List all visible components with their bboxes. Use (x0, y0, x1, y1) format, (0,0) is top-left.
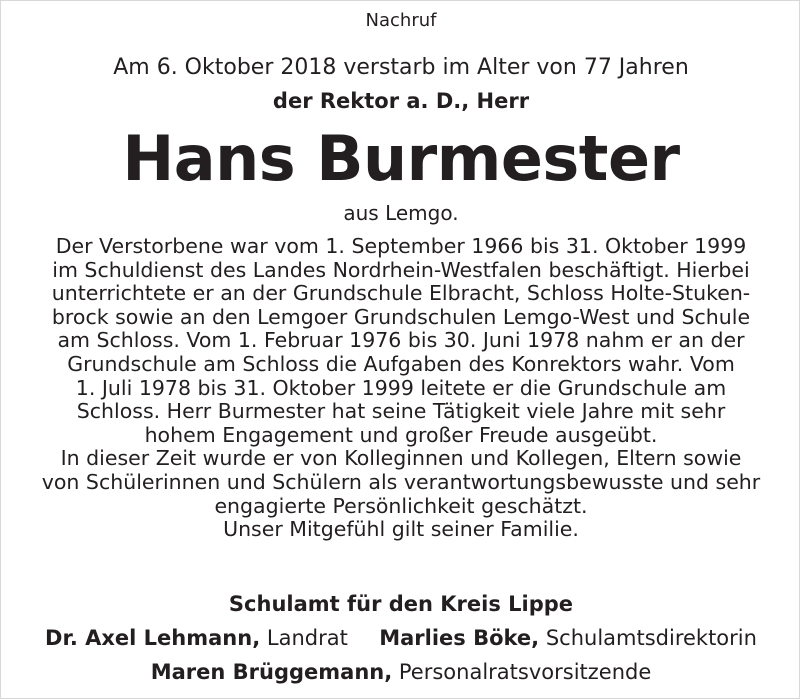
signatory-role: Schulamtsdirektorin (545, 626, 757, 650)
title-prefix: der Rektor a. D., Herr (272, 89, 530, 113)
body-line: hohem Engagement und großer Freude ausgeübt. (144, 422, 658, 447)
signatory-name: Dr. Axel Lehmann, (45, 626, 261, 650)
body-line: am Schloss. Vom 1. Februar 1976 bis 30. Juni 1978 nahm er an der (57, 328, 745, 353)
body-line: Grundschule am Schloss die Aufgaben des Konrektors wahr. Vom (67, 351, 735, 376)
body-line: 1. Juli 1978 bis 31. Oktober 1999 leitete er die Grundschule am (75, 375, 727, 400)
body-line: Unser Mitgefühl gilt seiner Familie. (223, 517, 579, 542)
body-line: Schloss. Herr Burmester hat seine Tätigkeit viele Jahre mit sehr (76, 399, 726, 424)
body-line: In dieser Zeit wurde er von Kolleginnen und Kollegen, Eltern sowie (60, 446, 742, 471)
issuing-office: Schulamt für den Kreis Lippe (228, 592, 574, 616)
body-line: engagierte Persönlichkeit geschätzt. (214, 493, 588, 518)
body-line: Der Verstorbene war vom 1. September 1966 bis 31. Oktober 1999 (55, 234, 747, 258)
obituary-body (1, 235, 800, 542)
body-line: brock sowie an den Lemgoer Grundschulen Lemgo-West und Schule (51, 304, 751, 329)
notice-header: Nachruf (365, 10, 437, 31)
body-line: unterrichtete er an der Grundschule Elbracht, Schloss Holte-Stuken- (51, 281, 751, 306)
signatories-row-2 (1, 657, 800, 687)
body-line: von Schülerinnen und Schülern als verantwortungsbewusste und sehr (41, 469, 761, 494)
body-line: im Schuldienst des Landes Nordrhein-Westfalen beschäftigt. Hierbei (52, 257, 750, 282)
signatory-role: Personalratsvorsitzende (398, 660, 652, 684)
signatory-name: Marlies Böke, (379, 626, 540, 650)
origin-text: aus Lemgo. (343, 201, 459, 225)
deceased-name: Hans Burmester (122, 122, 680, 195)
signatory-name: Maren Brüggemann, (150, 660, 393, 684)
signatory-role: Landrat (266, 626, 348, 650)
death-announcement: Am 6. Oktober 2018 verstarb im Alter von 77 Jahren (113, 55, 689, 80)
signatories-row-1 (1, 623, 800, 653)
